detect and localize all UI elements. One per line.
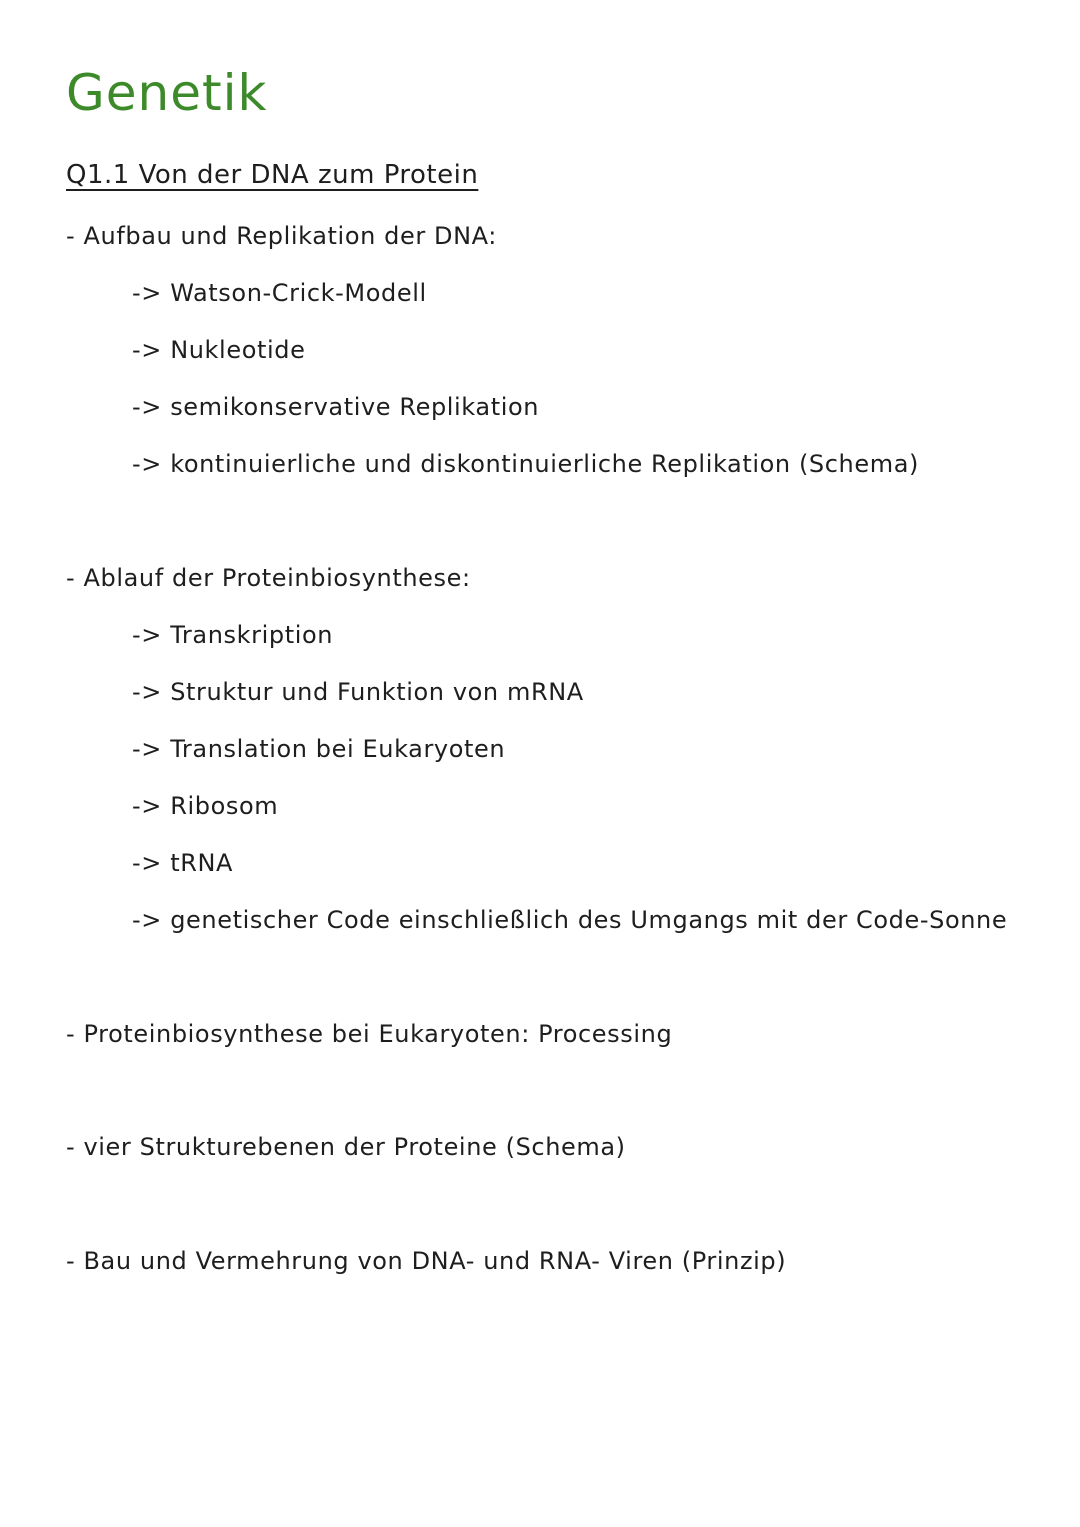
sub-item-translation: -> Translation bei Eukaryoten [132,735,506,763]
sub-item-semikonservativ: -> semikonservative Replikation [132,393,540,421]
bullet-dna-aufbau: - Aufbau und Replikation der DNA: [66,222,497,250]
bullet-viren: - Bau und Vermehrung von DNA- und RNA- Viren (Prinzip) [66,1247,787,1275]
sub-item-ribosom: -> Ribosom [132,792,279,820]
sub-item-mrna: -> Struktur und Funktion von mRNA [132,678,584,706]
sub-item-trna: -> tRNA [132,849,234,877]
sub-item-genetischer-code: -> genetischer Code einschließlich des Umgangs mit der Code-Sonne [132,906,1008,934]
sub-item-transkription: -> Transkription [132,621,334,649]
sub-item-kontinuierlich: -> kontinuierliche und diskontinuierliche Replikation (Schema) [132,450,919,478]
sub-item-nukleotide: -> Nukleotide [132,336,306,364]
sub-item-watson-crick: -> Watson-Crick-Modell [132,279,427,307]
bullet-proteinbiosynthese: - Ablauf der Proteinbiosynthese: [66,564,471,592]
section-heading: Q1.1 Von der DNA zum Protein [66,160,479,190]
bullet-strukturebenen: - vier Strukturebenen der Proteine (Schema) [66,1133,626,1161]
bullet-processing: - Proteinbiosynthese bei Eukaryoten: Processing [66,1020,673,1048]
page-title: Genetik [66,64,268,122]
